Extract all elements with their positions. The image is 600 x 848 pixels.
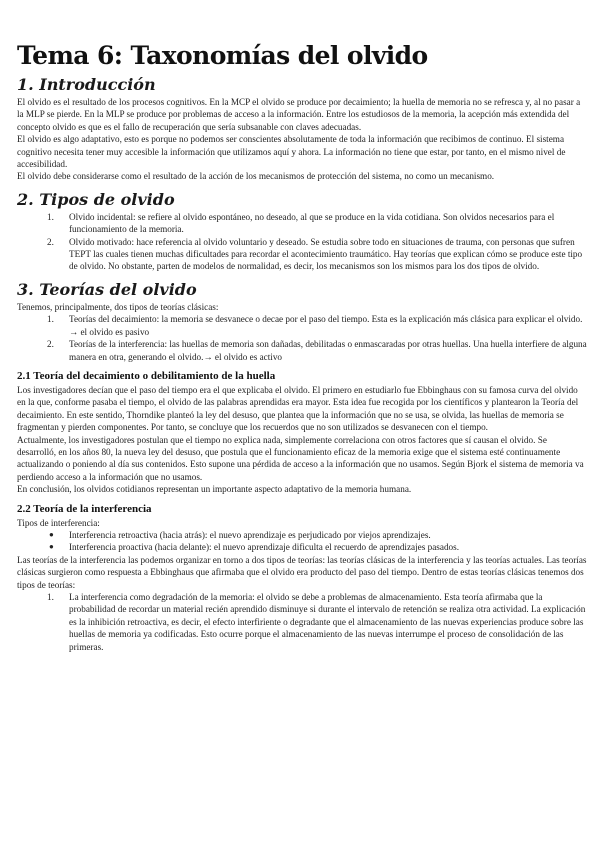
bullet-item: ● Interferencia proactiva (hacia delante): el nuevo aprendizaje dificulta el recuerdo de aprendizajes pasados. bbox=[49, 542, 460, 553]
interferencia-bullets bbox=[17, 529, 587, 554]
s1-paragraph: El olvido es el resultado de los procesos cognitivos. En la MCP el olvido se produce por decaimiento; la huella de memoria no se refresca y, al no pasar a la MLP se pierde. En la MLP se produce por problemas de acceso a la información. Entre los estudiosos de la memoria, la acepción más extendida del concepto olvido es que es el fallo de recuperación que sería subsanable con claves adecuadas. bbox=[17, 97, 581, 132]
s21-paragraph: Actualmente, los investigadores postulan que el tiempo no explica nada, simplemente correlaciona con otros factores que sí causan el olvido. Se desarrolló, en los años 80, la nueva ley del desuso, que postula que el funcionamiento eficaz de la memoria exige que el sistema esté continuamente actualizando o poniendo al día sus contenidos. Esto supone una pérdida de acceso a la información que no usamos. Según Bjork el sistema de memoria va perdiendo acceso a la información que no usamos. bbox=[17, 434, 584, 482]
teorias-list bbox=[17, 313, 587, 363]
s1-paragraph: El olvido debe considerarse como el resultado de la acción de los mecanismos de protección del sistema, no como un mecanismo. bbox=[17, 171, 495, 182]
bullet-icon: ● bbox=[49, 529, 54, 539]
section-2-1-heading: 2.1 Teoría del decaimiento o debilitamiento de la huella bbox=[17, 369, 276, 382]
s22-intro: Tipos de interferencia: bbox=[17, 517, 100, 528]
section-2-heading: 2. Tipos de olvido bbox=[17, 189, 175, 209]
list-item: 2. Teorías de la interferencia: las huellas de memoria son dañadas, debilitadas o enmascaradas por otras huellas. Una huella interfiere de alguna manera en otra, generando el olvido.→ el olvido es activo bbox=[47, 339, 587, 362]
section-1-heading: 1. Introducción bbox=[17, 75, 156, 94]
bullet-item: ● Interferencia retroactiva (hacia atrás): el nuevo aprendizaje es perjudicado por viejos aprendizajes. bbox=[49, 529, 431, 540]
list-item: 1. La interferencia como degradación de la memoria: el olvido se debe a problemas de almacenamiento. Esta teoría afirmaba que la probabilidad de recordar un material recién aprendido disminuye si durante el intervalo de retención se realiza otra actividad. La explicación es la inhibición retroactiva, es decir, el efecto interfiriente o degradante que el almacenamiento de las nuevas experiencias produce sobre las huellas de memoria ya codificadas. Esto ocurre porque el almacenamiento de las nuevas interrumpe el proceso de consolidación de las primeras. bbox=[47, 592, 586, 652]
s21-paragraph: En conclusión, los olvidos cotidianos representan un importante aspecto adaptativo de la memoria humana. bbox=[17, 484, 412, 495]
s21-paragraph: Los investigadores decían que el paso del tiempo era el que explicaba el olvido. El primero en estudiarlo fue Ebbinghaus con su famosa curva del olvido en la que, conforme pasaba el tiempo, el olvido de las palabras aprendidas era mayor. Esta idea fue recogida por los científicos y plantearon la Teoría del decaimiento. En este sentido, Thorndike planteó la ley del desuso, que plantea que la información que no se usa, se olvida, las huellas de memoria se fragmentan y pierden componentes. Por tanto, se concluye que los recuerdos que no son utilizados se desvanecen con el tiempo. bbox=[17, 384, 579, 433]
s3-intro: Tenemos, principalmente, dos tipos de teorías clásicas: bbox=[17, 301, 219, 312]
list-item: 1. Teorías del decaimiento: la memoria se desvanece o decae por el paso del tiempo. Esta es la explicación más clásica para explicar el olvido. → el olvido es pasivo bbox=[47, 314, 583, 337]
bullet-icon: ● bbox=[49, 542, 54, 552]
s22-paragraph: Las teorías de la interferencia las podemos organizar en torno a dos tipos de teorías: las teorías clásicas de la interferencia y las teorías actuales. Las teorías clásicas surgieron como respuesta a Ebbinghaus que afirmaba que el olvido era producto del paso del tiempo. Dentro de estas teorías clásicas tenemos dos tipos de teorías: bbox=[17, 554, 587, 590]
page-title: Tema 6: Taxonomías del olvido bbox=[17, 41, 428, 70]
section-3-heading: 3. Teorías del olvido bbox=[17, 279, 197, 299]
teorias-clasicas-list bbox=[17, 591, 587, 653]
document-page bbox=[17, 40, 587, 653]
list-item: 2. Olvido motivado: hace referencia al olvido voluntario y deseado. Se estudia sobre todo en situaciones de trauma, con personas que sufren TEPT las cuales tienen muchas dificultades para recordar el acontecimiento traumático. Hay teorías que explican cómo se produce este tipo de olvido. No obstante, parten de modelos de normalidad, es decir, los mecanismos son los mismos para los dos tipos de olvido. bbox=[47, 236, 583, 272]
list-item: 1. Olvido incidental: se refiere al olvido espontáneo, no deseado, al que se produce en la vida cotidiana. Son olvidos necesarios para el funcionamiento de la memoria. bbox=[47, 211, 555, 235]
s1-paragraph: El olvido es algo adaptativo, esto es porque no podemos ser conscientes absolutamente de toda la información que recibimos de continuo. El sistema cognitivo necesita tener muy accesible la información que utilizamos aquí y ahora. La información no tiene que estar, por tanto, en el mismo nivel de accesibilidad. bbox=[17, 134, 566, 170]
tipos-olvido-list bbox=[17, 211, 587, 273]
section-2-2-heading: 2.2 Teoría de la interferencia bbox=[17, 502, 152, 515]
